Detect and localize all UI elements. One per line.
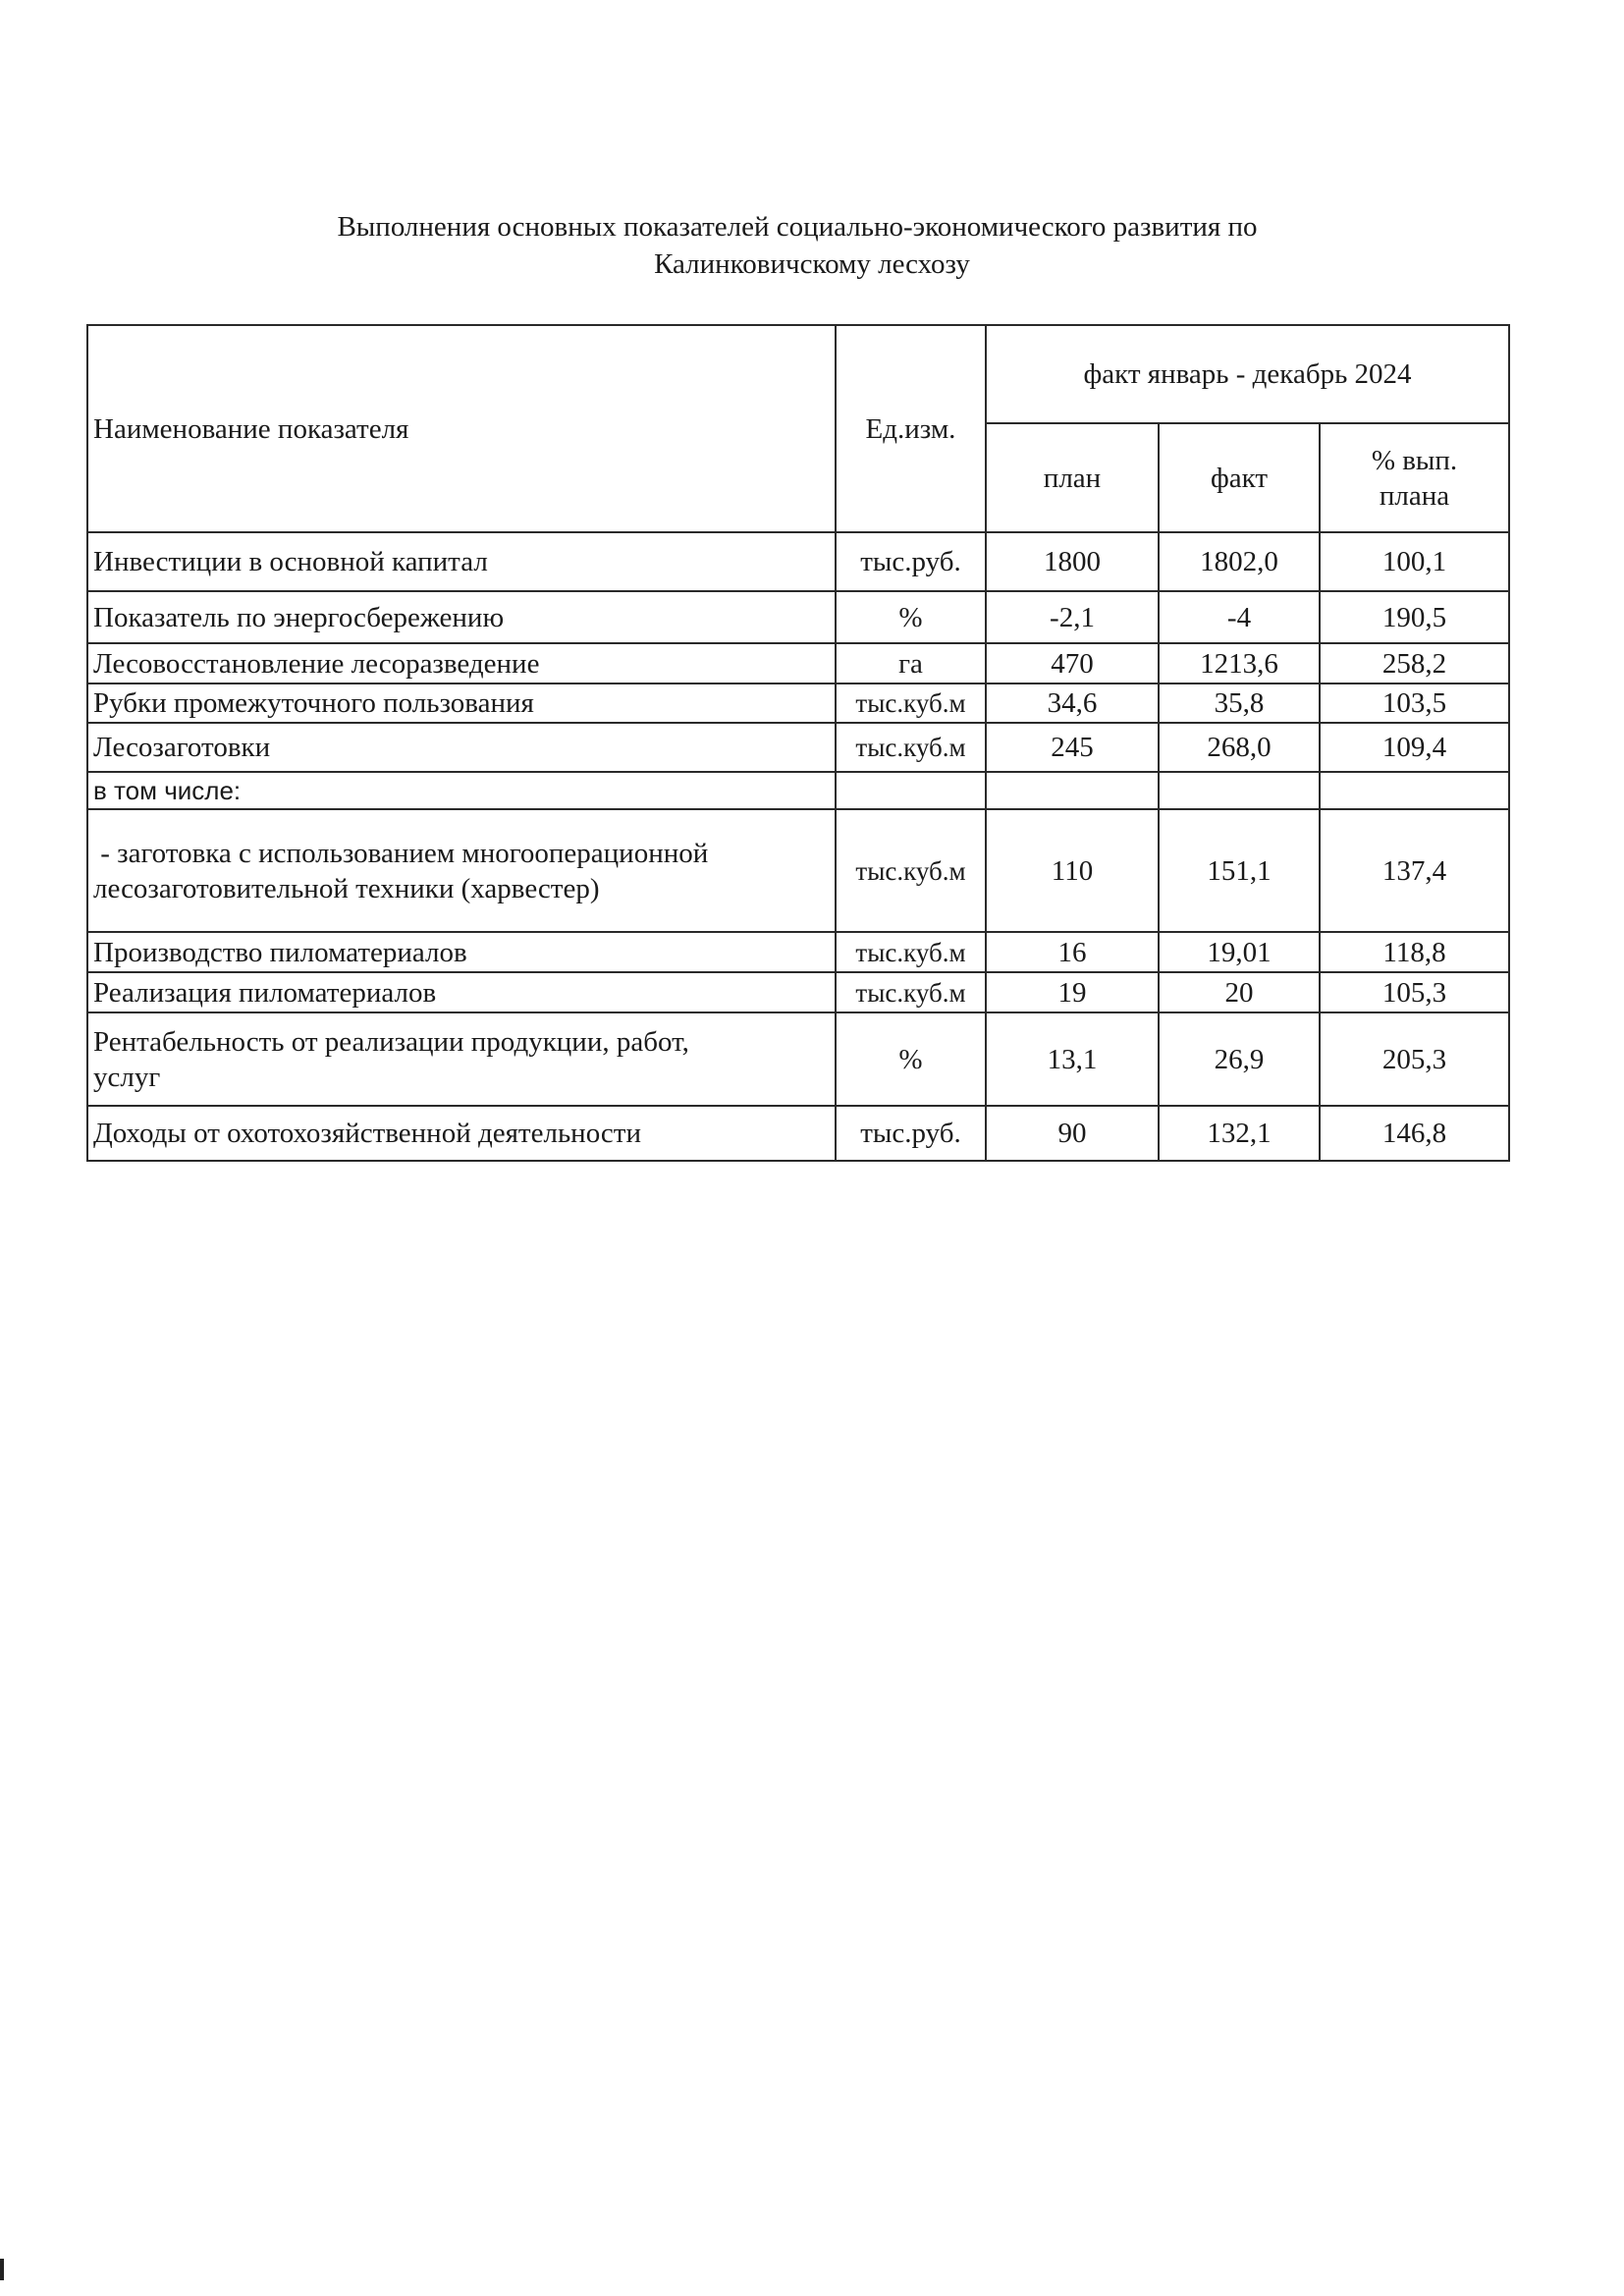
row-pct: 137,4 [1320, 809, 1509, 932]
row-unit: тыс.куб.м [836, 972, 986, 1012]
header-pct-line1: % вып. [1371, 444, 1458, 476]
row-plan: 16 [986, 932, 1159, 972]
row-unit: га [836, 643, 986, 683]
table-row [87, 683, 1509, 723]
row-unit: тыс.куб.м [836, 683, 986, 723]
table-row [87, 532, 1509, 591]
row-pct: 205,3 [1320, 1012, 1509, 1106]
row-name: Доходы от охотохозяйственной деятельности [87, 1106, 836, 1161]
row-unit: тыс.куб.м [836, 809, 986, 932]
row-name [87, 1012, 836, 1106]
row-pct: 190,5 [1320, 591, 1509, 643]
table-row [87, 1106, 1509, 1161]
row-name-line1: Рентабельность от реализации продукции, работ, [93, 1025, 689, 1058]
row-name: Инвестиции в основной капитал [87, 532, 836, 591]
row-unit: тыс.куб.м [836, 723, 986, 772]
scan-edge-mark [0, 2259, 4, 2280]
row-name: Лесовосстановление лесоразведение [87, 643, 836, 683]
table-row [87, 591, 1509, 643]
row-pct: 103,5 [1320, 683, 1509, 723]
row-name-line2: услуг [93, 1061, 161, 1093]
row-name-line1: - заготовка с использованием многооперационной [93, 837, 709, 869]
header-pct [1320, 423, 1509, 532]
table-header-row [87, 325, 1509, 423]
row-name [87, 809, 836, 932]
row-fact: 26,9 [1159, 1012, 1320, 1106]
row-fact: 20 [1159, 972, 1320, 1012]
row-pct: 105,3 [1320, 972, 1509, 1012]
row-plan: -2,1 [986, 591, 1159, 643]
row-name-line2: лесозаготовительной техники (харвестер) [93, 872, 600, 904]
row-name: Производство пиломатериалов [87, 932, 836, 972]
row-plan: 13,1 [986, 1012, 1159, 1106]
table-row [87, 809, 1509, 932]
title-line-2: Калинковичскому лесхозу [654, 248, 970, 280]
row-plan: 34,6 [986, 683, 1159, 723]
table-row [87, 643, 1509, 683]
table-row [87, 772, 1509, 809]
row-name: Рубки промежуточного пользования [87, 683, 836, 723]
row-fact: 268,0 [1159, 723, 1320, 772]
row-fact: -4 [1159, 591, 1320, 643]
row-pct [1320, 772, 1509, 809]
row-plan: 245 [986, 723, 1159, 772]
table-row [87, 972, 1509, 1012]
document-title [0, 208, 1624, 283]
row-name: в том числе: [87, 772, 836, 809]
row-plan [986, 772, 1159, 809]
row-plan: 110 [986, 809, 1159, 932]
header-period: факт январь - декабрь 2024 [986, 325, 1509, 423]
row-plan: 1800 [986, 532, 1159, 591]
row-fact: 35,8 [1159, 683, 1320, 723]
row-pct: 100,1 [1320, 532, 1509, 591]
table-row [87, 723, 1509, 772]
row-fact [1159, 772, 1320, 809]
row-fact: 1802,0 [1159, 532, 1320, 591]
header-plan: план [986, 423, 1159, 532]
row-unit: % [836, 1012, 986, 1106]
header-pct-line2: плана [1379, 479, 1450, 512]
row-unit [836, 772, 986, 809]
row-unit: % [836, 591, 986, 643]
row-unit: тыс.руб. [836, 532, 986, 591]
row-unit: тыс.куб.м [836, 932, 986, 972]
row-name: Лесозаготовки [87, 723, 836, 772]
row-pct: 146,8 [1320, 1106, 1509, 1161]
header-fact: факт [1159, 423, 1320, 532]
indicators-table [86, 324, 1510, 1162]
row-plan: 470 [986, 643, 1159, 683]
table-row [87, 932, 1509, 972]
row-unit: тыс.руб. [836, 1106, 986, 1161]
header-name: Наименование показателя [87, 325, 836, 532]
row-fact: 132,1 [1159, 1106, 1320, 1161]
row-pct: 109,4 [1320, 723, 1509, 772]
row-fact: 151,1 [1159, 809, 1320, 932]
row-name: Реализация пиломатериалов [87, 972, 836, 1012]
row-fact: 19,01 [1159, 932, 1320, 972]
row-name: Показатель по энергосбережению [87, 591, 836, 643]
row-pct: 258,2 [1320, 643, 1509, 683]
table-row [87, 1012, 1509, 1106]
row-fact: 1213,6 [1159, 643, 1320, 683]
title-line-1: Выполнения основных показателей социально-экономического развития по [337, 211, 1258, 243]
row-plan: 90 [986, 1106, 1159, 1161]
row-pct: 118,8 [1320, 932, 1509, 972]
row-plan: 19 [986, 972, 1159, 1012]
header-unit: Ед.изм. [836, 325, 986, 532]
